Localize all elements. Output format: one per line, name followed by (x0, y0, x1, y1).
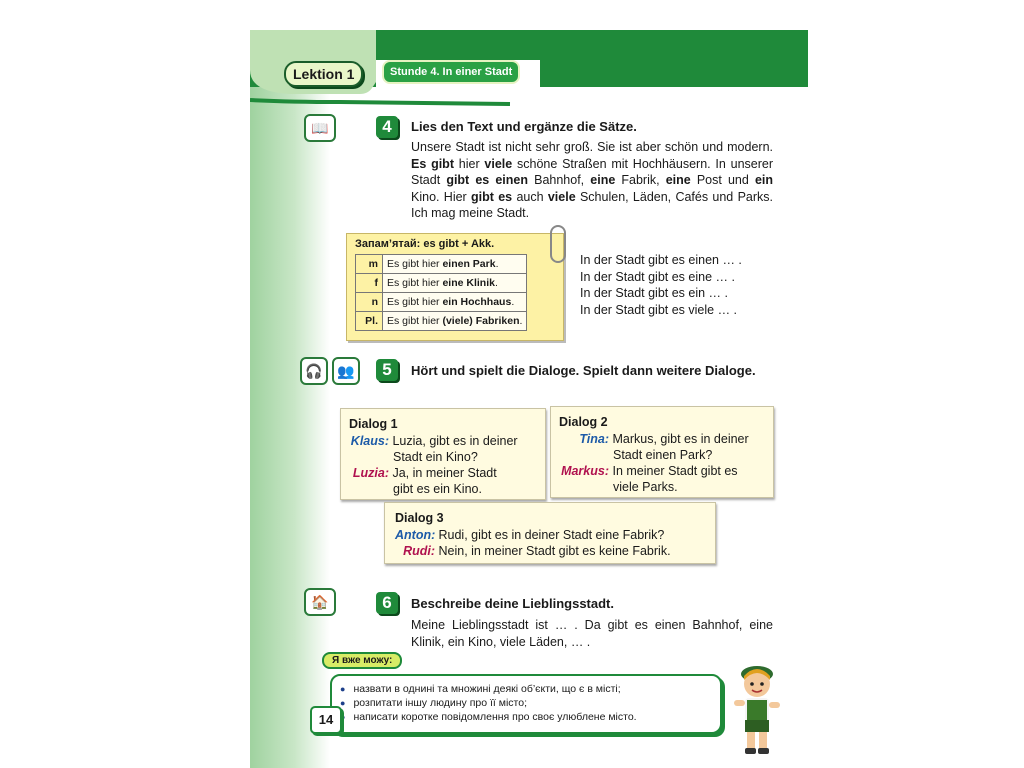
speaker-markus: Markus: (561, 464, 609, 478)
dialog-2-line-1a: Markus, gibt es in deiner (612, 432, 749, 446)
note-row (356, 255, 527, 274)
dialog-3-card (384, 502, 716, 564)
can-do-item: ● розпитати іншу людину про її місто; (340, 696, 720, 710)
dialog-2-card (550, 406, 774, 498)
dialog-1-line-1a: Luzia, gibt es in deiner (392, 434, 518, 448)
can-do-item: ● написати коротке повідомлення про своє улюблене місто. (340, 710, 720, 724)
note-gender: Pl. (356, 312, 383, 331)
speaker-klaus: Klaus: (350, 434, 389, 448)
note-gender: f (356, 274, 383, 293)
dialog-1-card (340, 408, 546, 500)
dialog-1-line-2b: gibt es ein Kino. (393, 482, 482, 496)
dialog-1-line-1b: Stadt ein Kino? (393, 450, 478, 464)
note-row (356, 312, 527, 331)
task-5-number: 5 (376, 359, 398, 381)
note-example: Es gibt hier eine Klinik. (383, 274, 527, 293)
headphones-icon: 🎧 (300, 357, 328, 385)
house-icon: 🏠 (304, 588, 336, 616)
speaker-anton: Anton: (395, 528, 436, 542)
book-icon: 📖 (304, 114, 336, 142)
note-example: Es gibt hier (viele) Fabriken. (383, 312, 527, 331)
note-title: Запам’ятай: es gibt + Akk. (355, 238, 495, 250)
sentence-4: In der Stadt gibt es viele … . (580, 302, 738, 317)
dialog-2-line-2b: viele Parks. (613, 480, 678, 494)
page-number: 14 (310, 706, 342, 734)
dialog-2-title: Dialog 2 (559, 415, 608, 429)
speaker-luzia: Luzia: (352, 466, 389, 480)
task-5-title: Hört und spielt die Dialoge. Spielt dann weitere Dialoge. (411, 363, 756, 378)
can-do-label: Я вже можу: (322, 652, 402, 669)
task-6-text: Meine Lieblingsstadt ist … . Da gibt es einen Bahnhof, eine Klinik, ein Kino, viele Läden, … . (411, 618, 773, 649)
dialog-2-line-2a: In meiner Stadt gibt es (612, 464, 738, 478)
can-do-box (330, 674, 722, 734)
task-4-title: Lies den Text und ergänze die Sätze. (411, 119, 637, 134)
completion-sentences (580, 252, 742, 318)
note-example: Es gibt hier einen Park. (383, 255, 527, 274)
note-table (355, 254, 527, 331)
can-do-list (332, 676, 720, 724)
note-example: Es gibt hier ein Hochhaus. (383, 293, 527, 312)
grammar-note (346, 233, 564, 341)
dialog-2-line-1b: Stadt einen Park? (613, 448, 713, 462)
textbook-page (250, 30, 808, 768)
stunde-badge: Stunde 4. In einer Stadt (382, 60, 520, 84)
lektion-badge: Lektion 1 (284, 61, 363, 87)
note-gender: m (356, 255, 383, 274)
speaker-rudi: Rudi: (403, 544, 435, 558)
note-gender: n (356, 293, 383, 312)
task-6-number: 6 (376, 592, 398, 614)
note-row (356, 274, 527, 293)
task-6-title: Beschreibe deine Lieblingsstadt. (411, 596, 614, 611)
dialog-3-line-1: Rudi, gibt es in deiner Stadt eine Fabrik? (438, 528, 665, 542)
boy-illustration-icon (728, 658, 786, 758)
task-4-text: Unsere Stadt ist nicht sehr groß. Sie ist aber schön und modern. Es gibt hier viele schöne Straßen mit Hochhäusern. In unserer Stadt gibt es einen Bahnhof, eine Fabrik, eine Post und ein Kino. Hier gibt es auch viele Schulen, Läden, Cafés und Parks. Ich mag meine Stadt. (411, 140, 773, 220)
dialog-1-title: Dialog 1 (349, 417, 398, 431)
sentence-1: In der Stadt gibt es einen … . (580, 253, 742, 267)
children-icon: 👥 (332, 357, 360, 385)
speaker-tina: Tina: (579, 432, 609, 446)
sentence-3: In der Stadt gibt es ein … . (580, 286, 728, 300)
dialog-3-line-2: Nein, in meiner Stadt gibt es keine Fabrik. (438, 544, 671, 558)
note-row (356, 293, 527, 312)
paperclip-icon (550, 225, 566, 263)
sentence-2: In der Stadt gibt es eine … . (580, 269, 735, 284)
can-do-item: ● назвати в однині та множині деякі об’єкти, що є в місті; (340, 682, 720, 696)
dialog-3-title: Dialog 3 (395, 511, 444, 525)
task-4-number: 4 (376, 116, 398, 138)
dialog-1-line-2a: Ja, in meiner Stadt (392, 466, 497, 480)
